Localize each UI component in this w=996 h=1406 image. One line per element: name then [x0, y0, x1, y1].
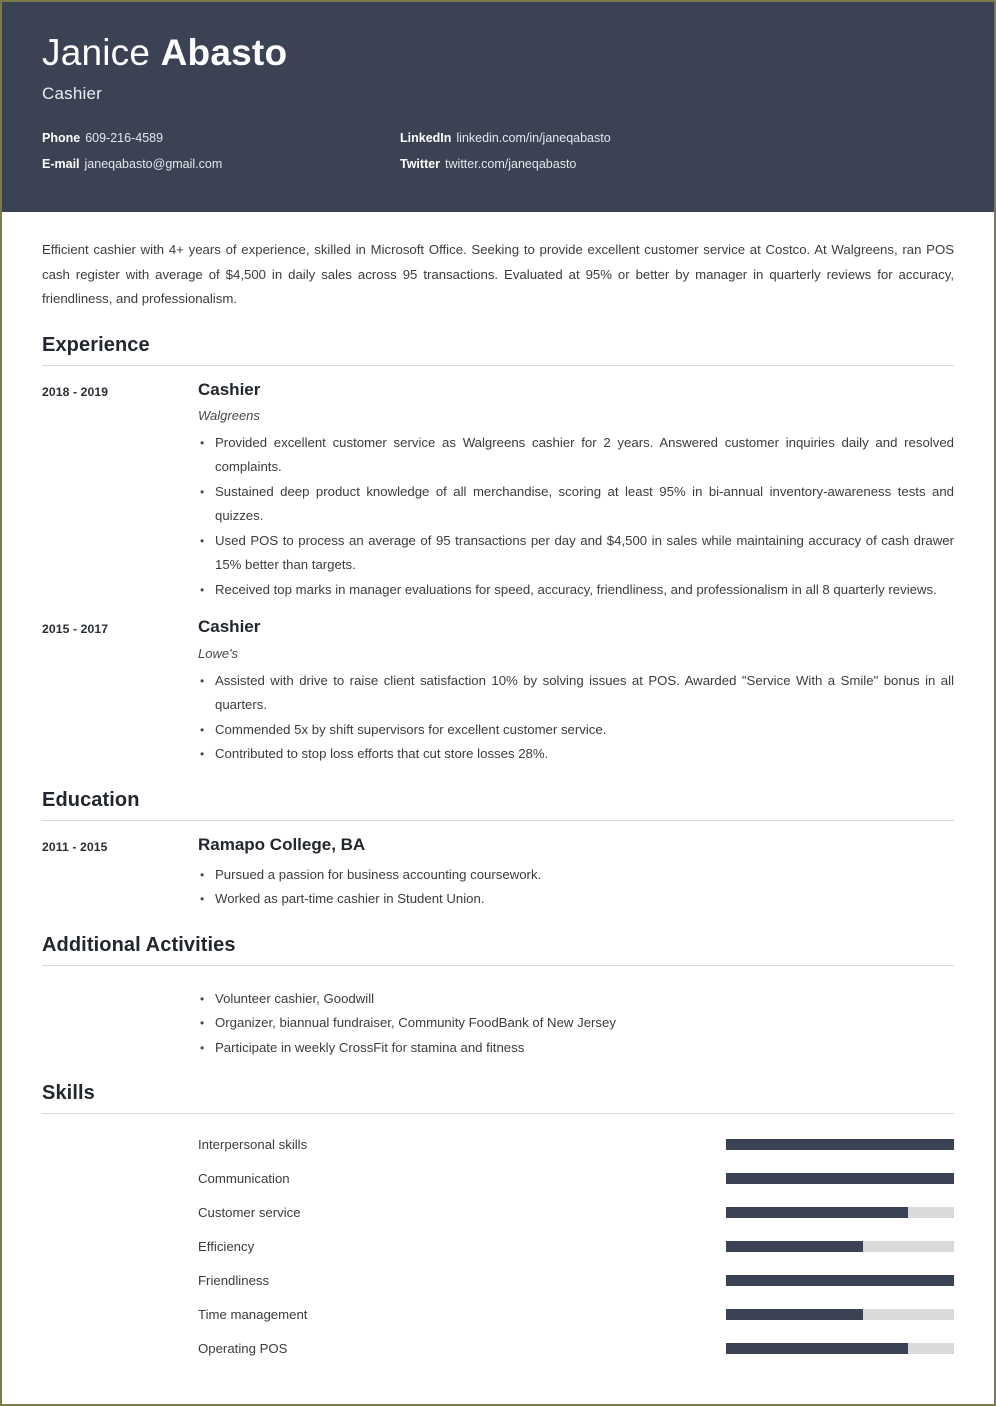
skill-row	[42, 1263, 954, 1297]
section-education	[42, 789, 954, 912]
list-item: • Received top marks in manager evaluations for speed, accuracy, friendliness, and professionalism in all 8 quarterly reviews.	[198, 578, 954, 603]
skill-label: Interpersonal skills	[198, 1136, 308, 1152]
skill-level-fill	[726, 1241, 863, 1252]
section-divider	[42, 820, 954, 821]
experience-entry-company: Lowe's	[198, 645, 239, 661]
contact-email-key: E-mail	[42, 157, 80, 172]
contact-email-value[interactable]: janeqabasto@gmail.com	[84, 157, 223, 172]
section-divider	[42, 365, 954, 366]
experience-entry-company: Walgreens	[198, 407, 260, 423]
contact-twitter-key: Twitter	[400, 157, 441, 172]
skill-level-track	[726, 1139, 954, 1150]
skill-level-fill	[726, 1173, 954, 1184]
skill-label: Operating POS	[198, 1340, 288, 1356]
experience-entry-main	[198, 379, 954, 603]
contact-phone	[42, 132, 400, 145]
list-item: • Used POS to process an average of 95 transactions per day and $4,500 in sales while maintaining accuracy of cash drawer 15% better than targets.	[198, 529, 954, 578]
contact-phone-key: Phone	[42, 130, 81, 145]
list-item: • Participate in weekly CrossFit for stamina and fitness	[198, 1036, 954, 1061]
skill-level-fill	[726, 1343, 908, 1354]
resume-body	[2, 238, 994, 1365]
experience-entry-title: Cashier	[198, 379, 261, 399]
list-item: • Pursued a passion for business accounting coursework.	[198, 863, 954, 888]
resume-header	[2, 2, 994, 212]
skill-row	[42, 1229, 954, 1263]
candidate-job-title: Cashier	[42, 83, 102, 103]
skill-row	[42, 1297, 954, 1331]
experience-entry-title: Cashier	[198, 617, 261, 637]
skill-level-fill	[726, 1207, 908, 1218]
skills-list	[42, 1127, 954, 1365]
contact-twitter[interactable]	[400, 158, 954, 171]
contact-email[interactable]	[42, 158, 400, 171]
additional-activities-main	[198, 979, 954, 1061]
skill-label: Efficiency	[198, 1238, 255, 1254]
skill-level-fill	[726, 1275, 954, 1286]
skill-level-track	[726, 1343, 954, 1354]
list-item: • Volunteer cashier, Goodwill	[198, 987, 954, 1012]
section-heading-experience: Experience	[42, 333, 150, 356]
skill-level-track	[726, 1207, 954, 1218]
section-divider	[42, 1113, 954, 1114]
contact-phone-value: 609-216-4589	[85, 130, 164, 145]
experience-entry-main	[198, 616, 954, 766]
skill-label: Time management	[198, 1306, 308, 1322]
education-entry-date: 2011 - 2015	[42, 839, 108, 854]
additional-activities-entry	[42, 979, 954, 1061]
skill-label: Friendliness	[198, 1272, 270, 1288]
list-item: • Sustained deep product knowledge of all merchandise, scoring at least 95% in bi-annual inventory-awareness tests and quizzes.	[198, 480, 954, 529]
experience-entry-bullets	[198, 669, 954, 767]
skill-level-track	[726, 1241, 954, 1252]
list-item: • Assisted with drive to raise client satisfaction 10% by solving issues at POS. Awarded "Service With a Smile" bonus in all quarters.	[198, 669, 954, 718]
contact-linkedin-value[interactable]: linkedin.com/in/janeqabasto	[456, 130, 611, 145]
skill-level-track	[726, 1309, 954, 1320]
skill-level-track	[726, 1173, 954, 1184]
candidate-name	[42, 32, 954, 75]
skill-level-fill	[726, 1139, 954, 1150]
education-entry-bullets	[198, 863, 954, 912]
skill-label: Communication	[198, 1170, 290, 1186]
contact-linkedin[interactable]	[400, 132, 954, 145]
skill-level-track	[726, 1275, 954, 1286]
skill-level-fill	[726, 1309, 863, 1320]
education-entry	[42, 834, 954, 912]
list-item: • Commended 5x by shift supervisors for excellent customer service.	[198, 718, 954, 743]
additional-activities-date-spacer	[42, 979, 198, 985]
contact-linkedin-key: LinkedIn	[400, 130, 452, 145]
experience-entry-date: 2018 - 2019	[42, 384, 109, 399]
contact-twitter-value[interactable]: twitter.com/janeqabasto	[445, 157, 577, 172]
list-item: • Organizer, biannual fundraiser, Community FoodBank of New Jersey	[198, 1011, 954, 1036]
list-item: • Provided excellent customer service as Walgreens cashier for 2 years. Answered customer inquiries daily and resolved complaints.	[198, 431, 954, 480]
list-item: • Contributed to stop loss efforts that cut store losses 28%.	[198, 742, 954, 767]
additional-activities-bullets	[198, 987, 954, 1061]
education-entry-title: Ramapo College, BA	[198, 834, 366, 854]
experience-entry	[42, 379, 954, 603]
experience-entry	[42, 616, 954, 766]
section-heading-additional-activities: Additional Activities	[42, 933, 236, 956]
skill-label: Customer service	[198, 1204, 301, 1220]
skill-row	[42, 1161, 954, 1195]
section-divider	[42, 965, 954, 966]
candidate-last-name: Abasto	[160, 32, 288, 73]
skill-row	[42, 1195, 954, 1229]
skill-row	[42, 1127, 954, 1161]
list-item: • Worked as part-time cashier in Student Union.	[198, 887, 954, 912]
section-additional-activities	[42, 934, 954, 1061]
section-heading-skills: Skills	[42, 1082, 95, 1105]
skill-row	[42, 1331, 954, 1365]
candidate-first-name: Janice	[42, 32, 161, 73]
experience-entry-date: 2015 - 2017	[42, 622, 109, 637]
section-experience	[42, 334, 954, 767]
contact-list	[42, 132, 954, 171]
section-skills	[42, 1082, 954, 1365]
professional-summary: Efficient cashier with 4+ years of experience, skilled in Microsoft Office. Seeking to provide excellent customer service at Costco. At Walgreens, ran POS cash register with average of $4,500 in daily sales across 95 transactions. Evaluated at 95% or better by manager in quarterly reviews for accuracy, friendliness, and professionalism.	[42, 242, 954, 306]
section-heading-education: Education	[42, 788, 140, 811]
education-entry-main	[198, 834, 954, 912]
experience-entry-bullets	[198, 431, 954, 603]
